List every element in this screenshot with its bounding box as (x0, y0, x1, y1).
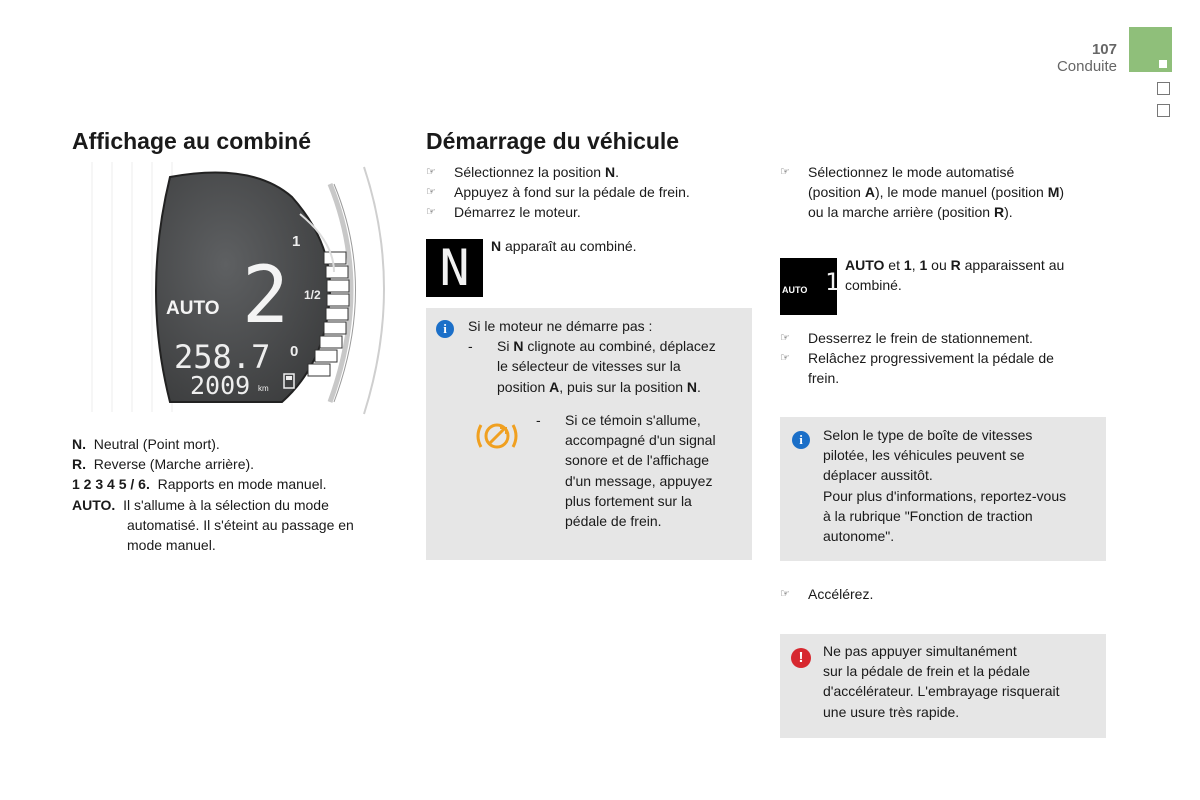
legend-item: AUTO. Il s'allume à la sélection du mode (72, 496, 329, 513)
gear-legend (72, 434, 392, 555)
gauge-mark-full: 1 (292, 233, 301, 250)
accelerate-step: ☞ Accélérez. (780, 584, 1110, 604)
mode-select-step: ☞ Sélectionnez le mode automatisé (position A), le mode manuel (position M) ou la marche arrière (position R). (780, 162, 1110, 223)
legend-item: R. Reverse (Marche arrière). (72, 456, 255, 473)
left-title: Affichage au combiné (72, 128, 311, 154)
info-icon: i (436, 320, 454, 338)
hand-pointer-icon: ☞ (780, 332, 790, 344)
hand-pointer-icon: ☞ (780, 588, 790, 600)
middle-title: Démarrage du véhicule (426, 128, 680, 154)
gauge-gear-digit: 2 (242, 251, 289, 341)
warning-icon: ! (791, 648, 811, 668)
chapter-tab (1129, 27, 1172, 72)
list-item: ☞ Desserrez le frein de stationnement. (780, 328, 1110, 348)
gauge-total-odometer: 2009 (190, 371, 251, 400)
gauge-unit: km (258, 384, 269, 393)
release-steps (780, 328, 1110, 389)
list-item: ☞ Appuyez à fond sur la pédale de frein. (426, 182, 756, 202)
page-number: 107 (1091, 41, 1117, 58)
gauge-trip-odometer: 258.7 (174, 338, 271, 376)
warning-box: ! Ne pas appuyer simultanément sur la pédale de frein et la pédale d'accélérateur. L'embrayage risquerait une usure très rapide. (780, 634, 1106, 738)
n-display-icon: N (426, 239, 483, 297)
start-steps (426, 162, 756, 223)
info-box (426, 308, 752, 560)
info-box: i Selon le type de boîte de vitesses pilotée, les véhicules peuvent se déplacer aussitôt. Pour plus d'informations, reportez-vous à la rubrique "Fonction de traction autonome". (780, 417, 1106, 561)
list-item: ☞ Relâchez progressivement la pédale de frein. (780, 348, 1110, 388)
info-item: - Si N clignote au combiné, déplacez le sélecteur de vitesses sur la position A, puis sur la position N. (468, 338, 716, 395)
list-item: ☞ Sélectionnez la position N. (426, 162, 756, 182)
legend-item: N. Neutral (Point mort). (72, 436, 220, 452)
hand-pointer-icon: ☞ (780, 352, 790, 365)
list-item: ☞ Démarrez le moteur. (426, 202, 756, 222)
hand-pointer-icon: ☞ (426, 186, 436, 199)
auto-display-icon: AUTO 1 (780, 258, 837, 315)
hand-pointer-icon: ☞ (426, 206, 436, 219)
chapter-box (1157, 104, 1170, 117)
hand-pointer-icon: ☞ (780, 166, 790, 178)
info-icon: i (792, 431, 810, 449)
brake-warning-icon (472, 418, 522, 454)
auto-display-caption: AUTO et 1, 1 ou R apparaissent au combiné. (845, 257, 1065, 294)
gauge-mark-empty: 0 (290, 343, 299, 360)
chapter-box (1157, 82, 1170, 95)
gauge-auto-label: AUTO (166, 298, 220, 319)
section-title: Conduite (1056, 58, 1117, 75)
legend-continuation: automatisé. Il s'éteint au passage en (127, 516, 354, 533)
info-item: - Si ce témoin s'allume, accompagné d'un signal sonore et de l'affichage d'un message, appuyez plus fortement sur la pédale de frein. (536, 412, 716, 530)
legend-continuation: mode manuel. (127, 537, 216, 554)
cluster-gauge-icon (72, 162, 402, 420)
instrument-cluster-image (72, 162, 402, 420)
legend-item: 1 2 3 4 5 / 6. Rapports en mode manuel. (72, 476, 327, 493)
gauge-mark-half: 1/2 (304, 288, 321, 302)
hand-pointer-icon: ☞ (426, 166, 436, 178)
info-intro: Si le moteur ne démarre pas : (468, 318, 653, 334)
n-display-caption: N apparaît au combiné. (491, 238, 637, 254)
active-marker (1159, 60, 1167, 68)
